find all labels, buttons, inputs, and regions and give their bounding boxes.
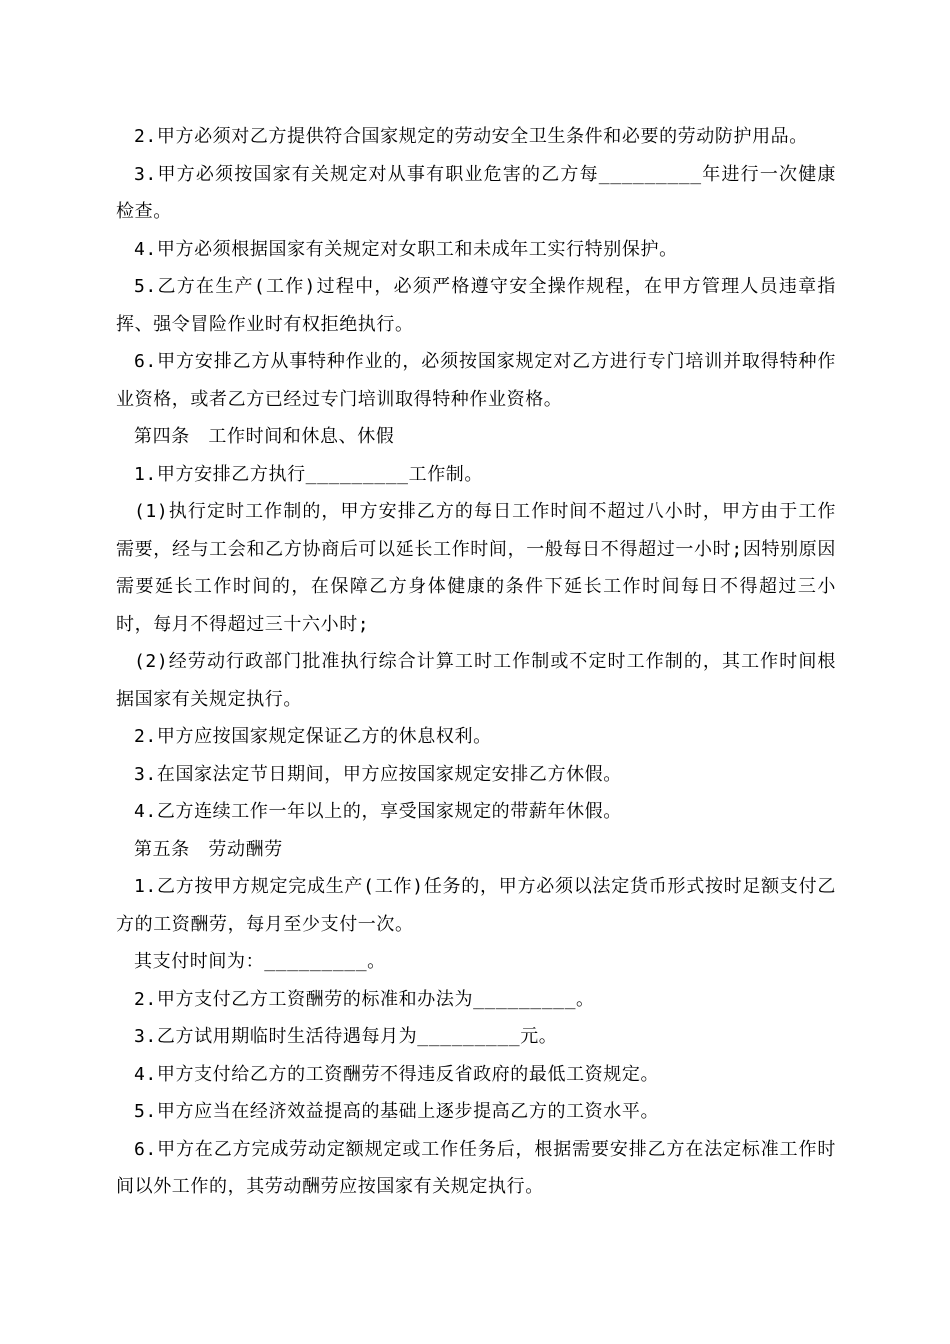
document-body — [116, 118, 836, 1206]
clause-paragraph: 6.甲方安排乙方从事特种作业的，必须按国家规定对乙方进行专门培训并取得特种作业资格，或者乙方已经过专门培训取得特种作业资格。 — [116, 351, 836, 410]
clause-paragraph: 4.甲方必须根据国家有关规定对女职工和未成年工实行特别保护。 — [134, 238, 678, 260]
clause-paragraph: 3.乙方试用期临时生活待遇每月为_________元。 — [134, 1026, 558, 1047]
clause-paragraph: 2.甲方必须对乙方提供符合国家规定的劳动安全卫生条件和必要的劳动防护用品。 — [134, 126, 808, 147]
clause-paragraph: 1.乙方按甲方规定完成生产(工作)任务的，甲方必须以法定货币形式按时足额支付乙方的工资酬劳，每月至少支付一次。 — [116, 876, 836, 935]
clause-paragraph: 5.乙方在生产(工作)过程中，必须严格遵守安全操作规程，在甲方管理人员违章指挥、强令冒险作业时有权拒绝执行。 — [116, 276, 836, 335]
clause-paragraph: 其支付时间为：_________。 — [134, 951, 386, 972]
clause-paragraph: (1)执行定时工作制的，甲方安排乙方的每日工作时间不超过八小时，甲方由于工作需要，经与工会和乙方协商后可以延长工作时间，一般每日不得超过一小时;因特别原因需要延长工作时间的，在保障乙方身体健康的条件下延长工作时间每日不得超过三小时，每月不得超过三十六小时; — [116, 501, 836, 635]
article-heading: 第四条 工作时间和休息、休假 — [134, 426, 395, 447]
article-heading: 第五条 劳动酬劳 — [134, 838, 283, 860]
clause-paragraph: (2)经劳动行政部门批准执行综合计算工时工作制或不定时工作制的，其工作时间根据国家有关规定执行。 — [116, 651, 836, 710]
clause-paragraph: 5.甲方应当在经济效益提高的基础上逐步提高乙方的工资水平。 — [134, 1101, 660, 1122]
clause-paragraph: 3.在国家法定节日期间，甲方应按国家规定安排乙方休假。 — [134, 763, 622, 785]
clause-paragraph: 4.乙方连续工作一年以上的，享受国家规定的带薪年休假。 — [134, 801, 622, 822]
clause-paragraph: 2.甲方支付乙方工资酬劳的标准和办法为_________。 — [134, 988, 595, 1010]
clause-paragraph: 2.甲方应按国家规定保证乙方的休息权利。 — [134, 726, 492, 747]
clause-paragraph: 1.甲方安排乙方执行_________工作制。 — [134, 463, 484, 485]
clause-paragraph: 6.甲方在乙方完成劳动定额规定或工作任务后，根据需要安排乙方在法定标准工作时间以外工作的，其劳动酬劳应按国家有关规定执行。 — [116, 1138, 836, 1197]
clause-paragraph: 4.甲方支付给乙方的工资酬劳不得违反省政府的最低工资规定。 — [134, 1063, 660, 1085]
clause-paragraph: 3.甲方必须按国家有关规定对从事有职业危害的乙方每_________年进行一次健康检查。 — [116, 163, 836, 222]
